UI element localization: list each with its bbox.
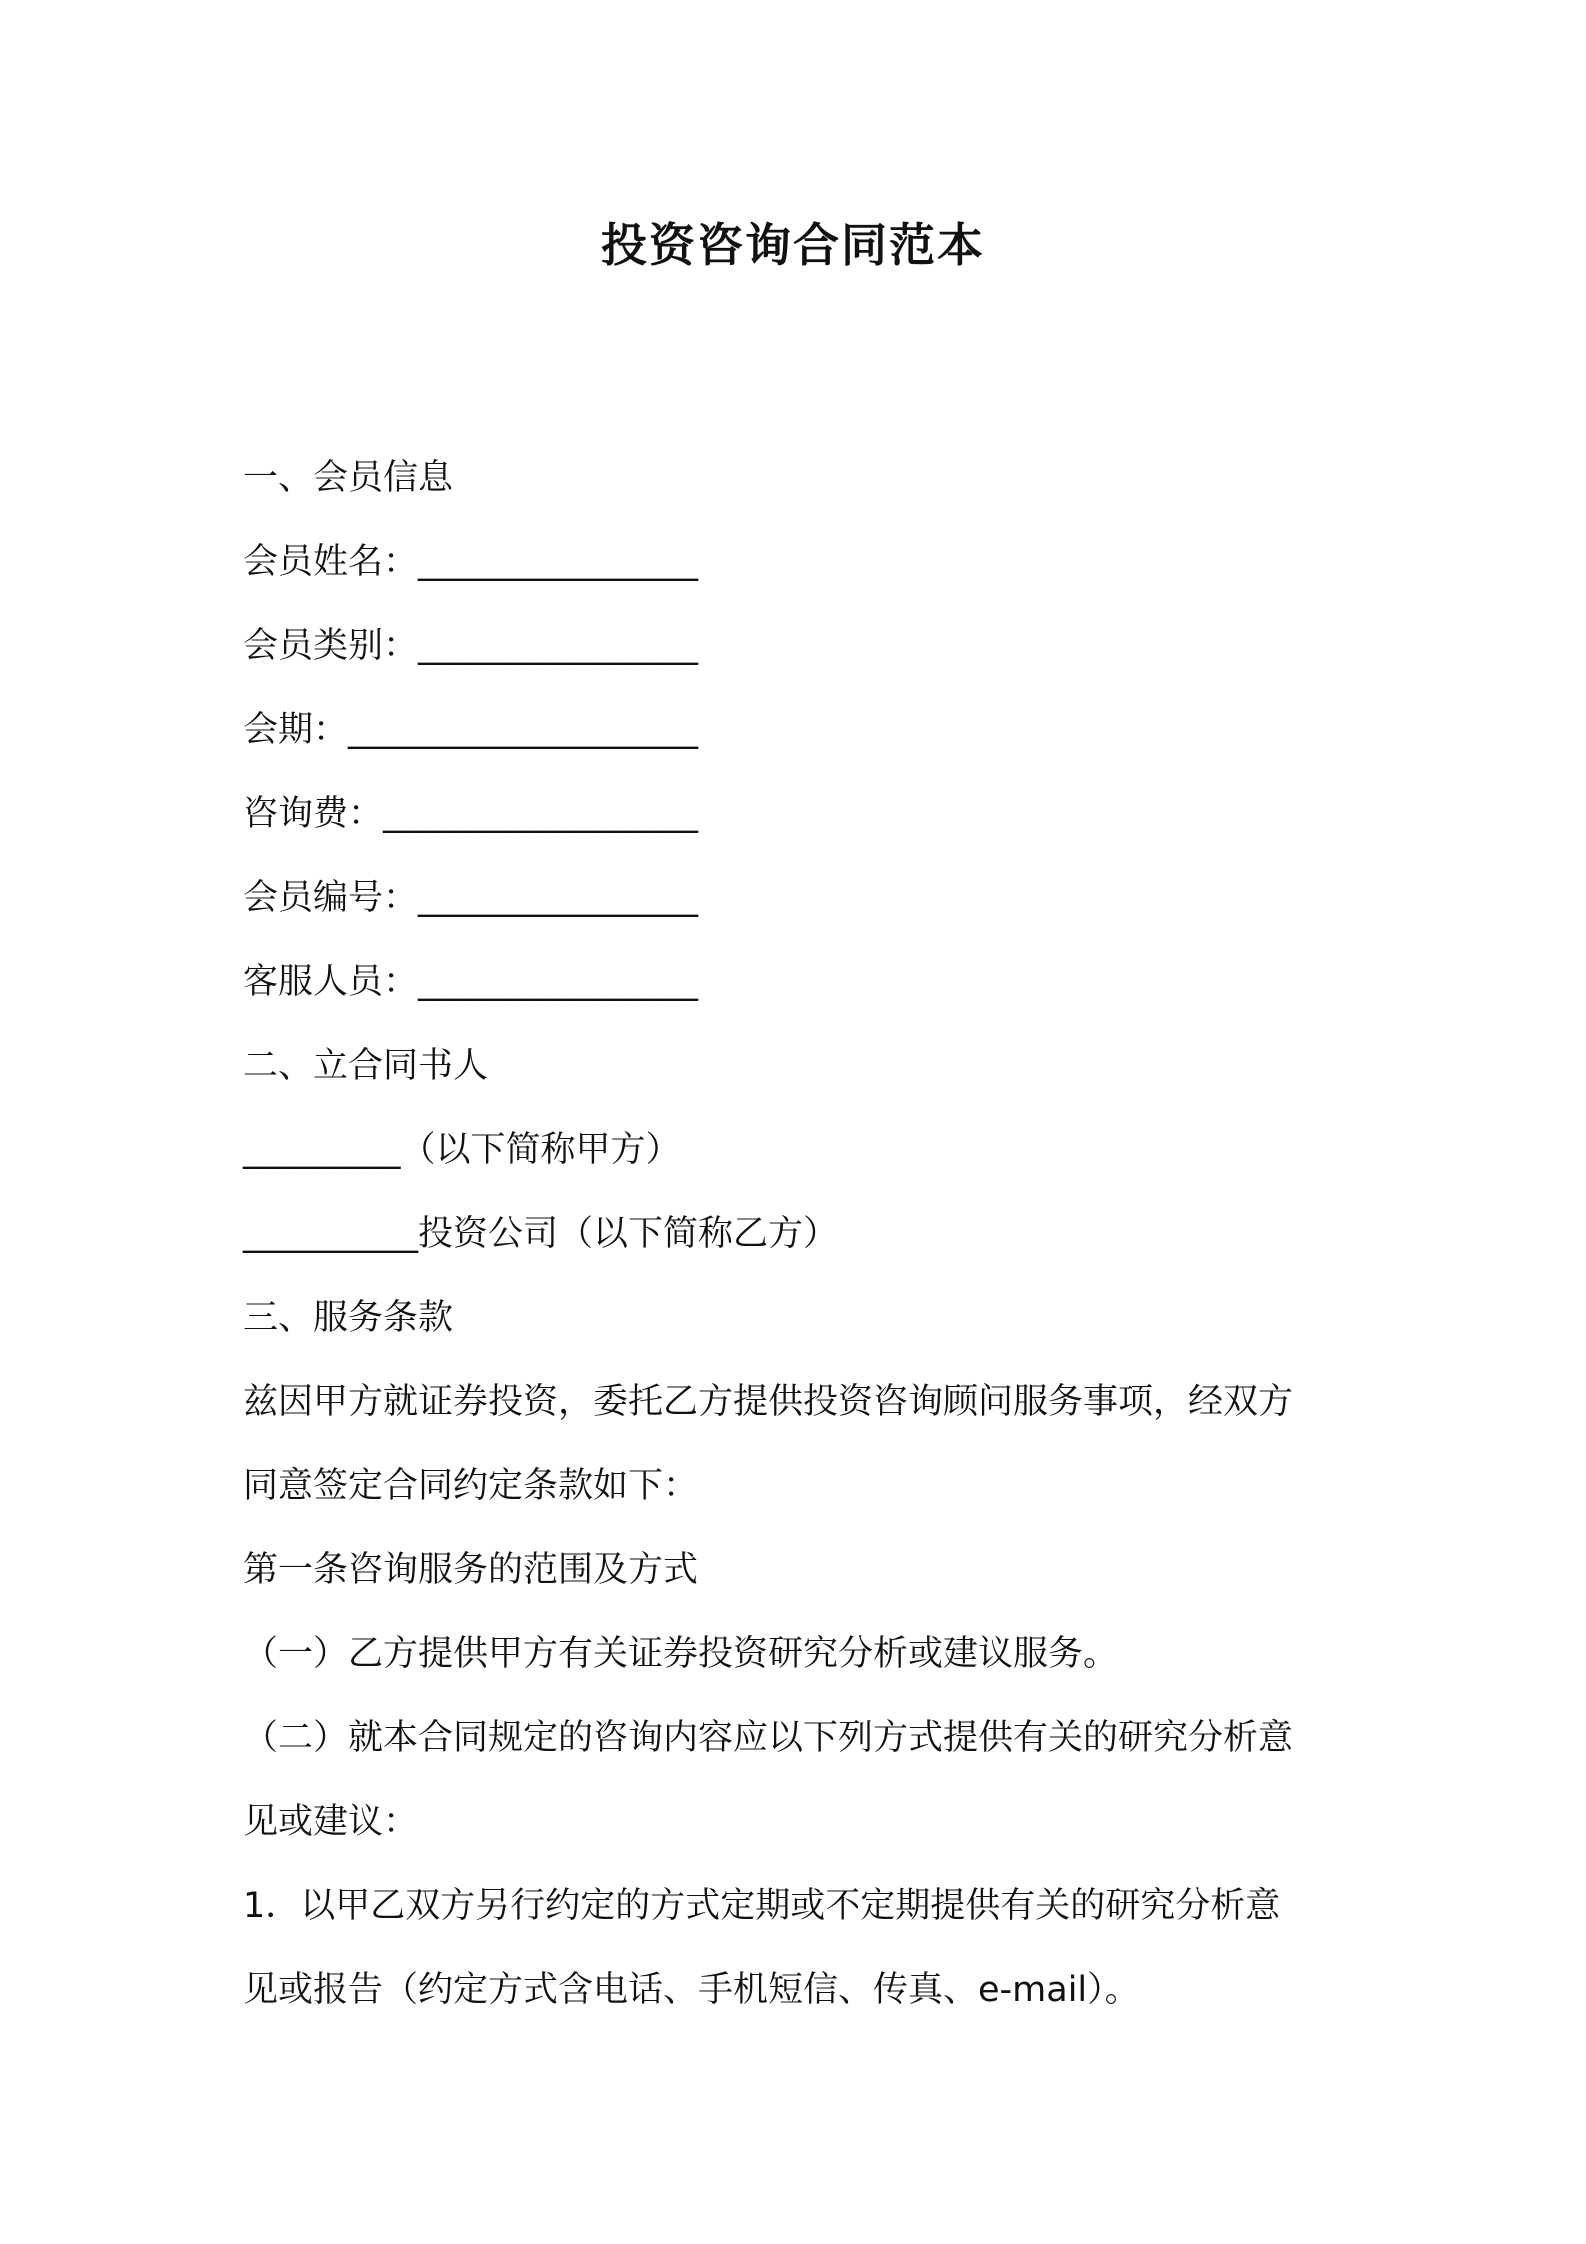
customer-service-field: 客服人员：________________ <box>243 962 699 1002</box>
party-a-line: _________（以下简称甲方） <box>243 1130 681 1170</box>
member-name-field: 会员姓名：________________ <box>243 542 699 582</box>
clause-item-continued: 见或建议： <box>243 1802 419 1842</box>
clause-item: （一）乙方提供甲方有关证券投资研究分析或建议服务。 <box>243 1634 1119 1674</box>
section-heading-parties: 二、立合同书人 <box>243 1046 489 1086</box>
article-heading: 第一条咨询服务的范围及方式 <box>243 1550 699 1590</box>
numbered-item-continued: 见或报告（约定方式含电话、手机短信、传真、e-mail）。 <box>243 1970 1140 2010</box>
membership-period-field: 会期：____________________ <box>243 710 699 750</box>
party-b-line: __________投资公司（以下简称乙方） <box>243 1214 839 1254</box>
member-number-field: 会员编号：________________ <box>243 878 699 918</box>
clause-item: （二）就本合同规定的咨询内容应以下列方式提供有关的研究分析意 <box>243 1718 1294 1758</box>
section-heading-member-info: 一、会员信息 <box>243 458 454 498</box>
paragraph-line: 同意签定合同约定条款如下： <box>243 1466 699 1506</box>
consulting-fee-field: 咨询费：__________________ <box>243 794 699 834</box>
paragraph-line: 兹因甲方就证券投资，委托乙方提供投资咨询顾问服务事项，经双方 <box>243 1382 1294 1422</box>
member-category-field: 会员类别：________________ <box>243 626 699 666</box>
numbered-item: 1．以甲乙双方另行约定的方式定期或不定期提供有关的研究分析意 <box>243 1886 1281 1926</box>
document-title: 投资咨询合同范本 <box>601 218 985 272</box>
section-heading-service-terms: 三、服务条款 <box>243 1298 454 1338</box>
